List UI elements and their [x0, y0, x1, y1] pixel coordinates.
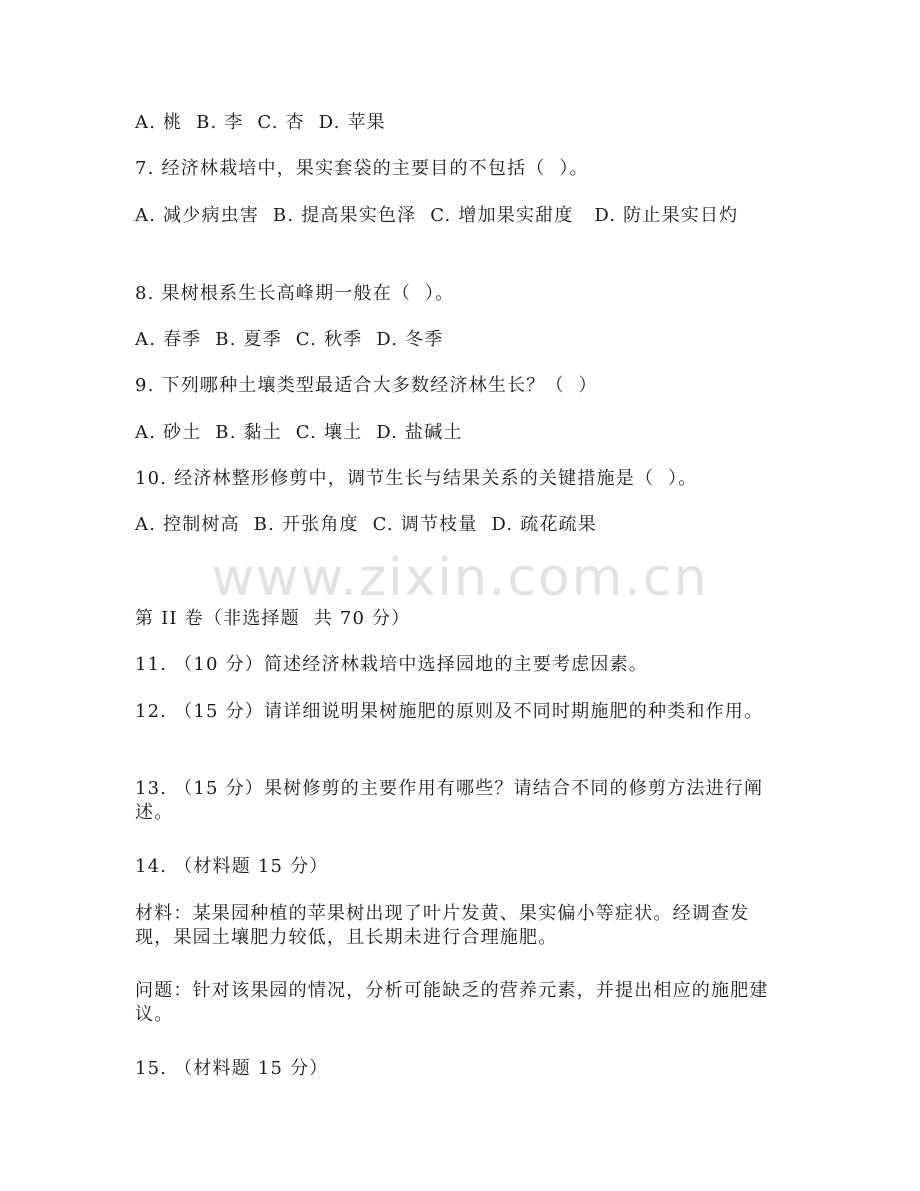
q15-heading: 15. （材料题 15 分）: [135, 1058, 329, 1079]
q8-options: A. 春季 B. 夏季 C. 秋季 D. 冬季: [135, 329, 444, 350]
q7-options: A. 减少病虫害 B. 提高果实色泽 C. 增加果实甜度 D. 防止果实日灼: [135, 205, 739, 226]
section-heading: 第 II 卷（非选择题 共 70 分）: [135, 608, 411, 629]
q10-question: 10. 经济林整形修剪中，调节生长与结果关系的关键措施是（ ）。: [135, 468, 698, 489]
q14-heading: 14. （材料题 15 分）: [135, 856, 329, 877]
q8-question: 8. 果树根系生长高峰期一般在（ ）。: [135, 283, 455, 304]
q12-question: 12. （15 分）请详细说明果树施肥的原则及不同时期施肥的种类和作用。: [135, 701, 764, 722]
q13-question: 13. （15 分）果树修剪的主要作用有哪些？请结合不同的修剪方法进行阐述。: [135, 778, 764, 823]
q14-material: 材料：某果园种植的苹果树出现了叶片发黄、果实偏小等症状。经调查发现，果园土壤肥力较低，且长期未进行合理施肥。: [135, 903, 750, 948]
q14-problem: 问题：针对该果园的情况，分析可能缺乏的营养元素，并提出相应的施肥建议。: [135, 980, 769, 1025]
q11-question: 11. （10 分）简述经济林栽培中选择园地的主要考虑因素。: [135, 654, 648, 675]
q7-question: 7. 经济林栽培中，果实套袋的主要目的不包括（ ）。: [135, 158, 589, 179]
q6-options: A. 桃 B. 李 C. 杏 D. 苹果: [135, 112, 386, 133]
q10-options: A. 控制树高 B. 开张角度 C. 调节枝量 D. 疏花疏果: [135, 514, 598, 535]
watermark: www.zixin.com.cn: [211, 548, 709, 608]
q9-options: A. 砂土 B. 黏土 C. 壤土 D. 盐碱土: [135, 422, 463, 443]
q9-question: 9. 下列哪种土壤类型最适合大多数经济林生长？（ ）: [135, 375, 598, 396]
